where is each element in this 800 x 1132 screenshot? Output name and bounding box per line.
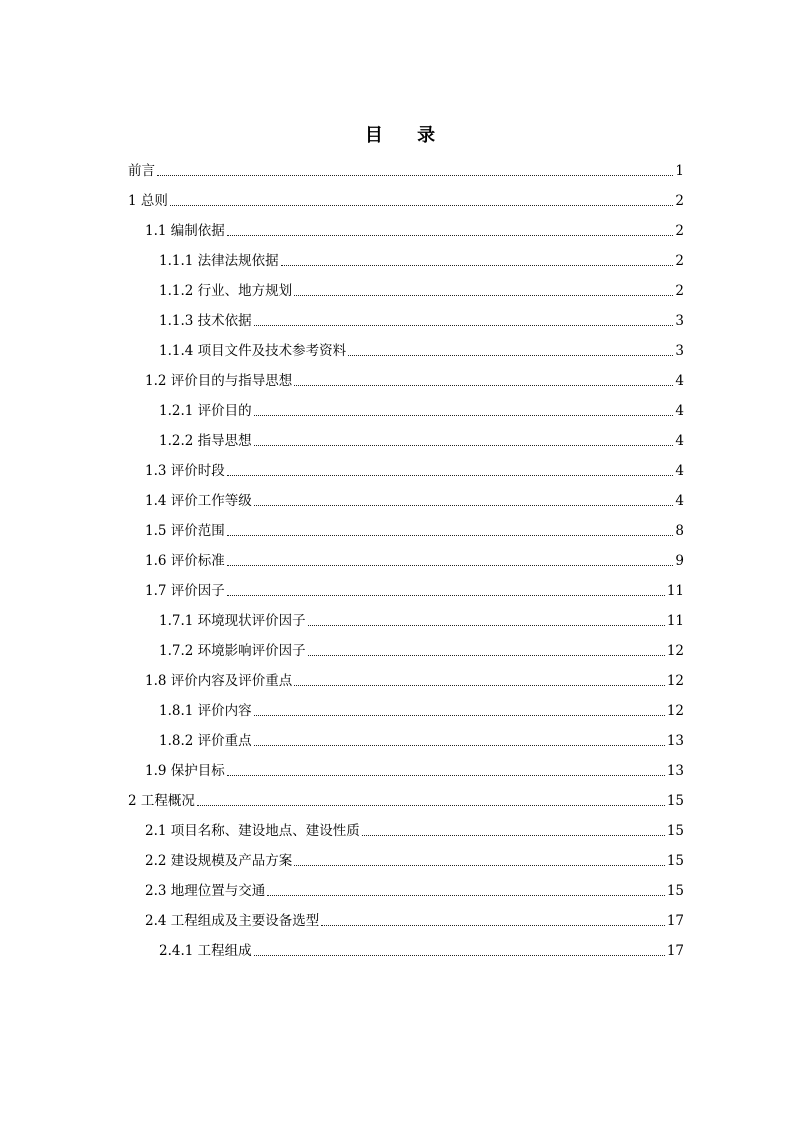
toc-dot-leader <box>227 235 674 236</box>
toc-entry[interactable] <box>128 273 684 303</box>
toc-dot-leader <box>348 355 673 356</box>
toc-entry-page-number: 3 <box>675 343 684 359</box>
toc-entry[interactable] <box>128 723 684 753</box>
toc-entry-title: 1.6 评价标准 <box>145 553 225 569</box>
toc-dot-leader <box>227 565 674 566</box>
toc-dot-leader <box>254 325 674 326</box>
toc-entry[interactable] <box>128 843 684 873</box>
toc-dot-leader <box>254 955 665 956</box>
toc-entry[interactable] <box>128 423 684 453</box>
toc-entry-title: 前言 <box>128 163 155 179</box>
toc-entry-page-number: 4 <box>675 433 684 449</box>
toc-entry[interactable] <box>128 693 684 723</box>
toc-dot-leader <box>227 475 674 476</box>
toc-dot-leader <box>254 745 665 746</box>
toc-dot-leader <box>294 385 673 386</box>
toc-entry[interactable] <box>128 513 684 543</box>
toc-entry-page-number: 15 <box>666 823 684 839</box>
toc-entry-title: 1.7 评价因子 <box>145 583 225 599</box>
toc-entry-page-number: 2 <box>675 193 684 209</box>
toc-entry-title: 1.8 评价内容及评价重点 <box>145 673 293 689</box>
toc-dot-leader <box>294 685 665 686</box>
toc-dot-leader <box>254 505 674 506</box>
toc-entry-title: 1.8.2 评价重点 <box>159 733 252 749</box>
toc-dot-leader <box>254 715 665 716</box>
toc-entry-page-number: 15 <box>666 853 684 869</box>
toc-entry-page-number: 17 <box>666 913 684 929</box>
toc-entry[interactable] <box>128 213 684 243</box>
toc-entry[interactable] <box>128 813 684 843</box>
toc-entry-page-number: 9 <box>675 553 684 569</box>
toc-entry-title: 1.2.2 指导思想 <box>159 433 252 449</box>
toc-entry-page-number: 11 <box>666 583 684 599</box>
toc-entry-title: 1.1.4 项目文件及技术参考资料 <box>159 343 347 359</box>
toc-entry[interactable] <box>128 783 684 813</box>
toc-entry-title: 1 总则 <box>128 193 168 209</box>
toc-entry-title: 1.4 评价工作等级 <box>145 493 252 509</box>
toc-entry-title: 1.1 编制依据 <box>145 223 225 239</box>
toc-entry[interactable] <box>128 573 684 603</box>
toc-entry[interactable] <box>128 603 684 633</box>
toc-entry-page-number: 2 <box>675 253 684 269</box>
toc-entry-page-number: 4 <box>675 493 684 509</box>
toc-dot-leader <box>362 835 665 836</box>
toc-entry-title: 2.4.1 工程组成 <box>159 943 252 959</box>
toc-dot-leader <box>170 205 674 206</box>
toc-dot-leader <box>308 625 665 626</box>
toc-entry[interactable] <box>128 933 684 963</box>
toc-entry-page-number: 2 <box>675 223 684 239</box>
toc-dot-leader <box>294 865 665 866</box>
toc-entry-title: 2.3 地理位置与交通 <box>145 883 266 899</box>
toc-entry-title: 2.1 项目名称、建设地点、建设性质 <box>145 823 360 839</box>
toc-entry-page-number: 12 <box>666 643 684 659</box>
toc-title: 目 录 <box>364 125 450 146</box>
toc-entry-title: 1.5 评价范围 <box>145 523 225 539</box>
toc-dot-leader <box>157 175 673 176</box>
toc-entry-title: 1.2 评价目的与指导思想 <box>145 373 293 389</box>
toc-entry-title: 2 工程概况 <box>128 793 195 809</box>
toc-entry[interactable] <box>128 363 684 393</box>
toc-entry-page-number: 8 <box>675 523 684 539</box>
toc-entry-title: 1.7.1 环境现状评价因子 <box>159 613 306 629</box>
toc-entry-page-number: 1 <box>675 163 684 179</box>
toc-dot-leader <box>227 595 665 596</box>
toc-entry-page-number: 12 <box>666 703 684 719</box>
toc-dot-leader <box>294 295 673 296</box>
toc-entry[interactable] <box>128 243 684 273</box>
toc-dot-leader <box>281 265 674 266</box>
toc-entry[interactable] <box>128 153 684 183</box>
toc-entry[interactable] <box>128 453 684 483</box>
toc-entry-title: 1.1.1 法律法规依据 <box>159 253 279 269</box>
toc-entry[interactable] <box>128 333 684 363</box>
toc-entry[interactable] <box>128 393 684 423</box>
toc-entry-title: 1.3 评价时段 <box>145 463 225 479</box>
toc-entry-page-number: 13 <box>666 733 684 749</box>
toc-entry-title: 1.2.1 评价目的 <box>159 403 252 419</box>
toc-entry[interactable] <box>128 303 684 333</box>
toc-entry-page-number: 17 <box>666 943 684 959</box>
toc-entry-title: 1.8.1 评价内容 <box>159 703 252 719</box>
toc-entry-page-number: 2 <box>675 283 684 299</box>
toc-entry-page-number: 11 <box>666 613 684 629</box>
toc-entry-page-number: 4 <box>675 403 684 419</box>
toc-dot-leader <box>254 415 674 416</box>
toc-dot-leader <box>321 925 665 926</box>
toc-dot-leader <box>227 775 665 776</box>
toc-dot-leader <box>267 895 665 896</box>
toc-entry-title: 1.1.2 行业、地方规划 <box>159 283 293 299</box>
toc-entry[interactable] <box>128 903 684 933</box>
toc-entry-page-number: 12 <box>666 673 684 689</box>
toc-entry[interactable] <box>128 753 684 783</box>
toc-dot-leader <box>227 535 674 536</box>
toc-entry-page-number: 15 <box>666 883 684 899</box>
toc-entry[interactable] <box>128 663 684 693</box>
toc-entry-page-number: 3 <box>675 313 684 329</box>
toc-entry-title: 2.2 建设规模及产品方案 <box>145 853 293 869</box>
toc-entry-title: 1.1.3 技术依据 <box>159 313 252 329</box>
toc-entry[interactable] <box>128 183 684 213</box>
toc-dot-leader <box>197 805 665 806</box>
toc-entry[interactable] <box>128 873 684 903</box>
toc-entry[interactable] <box>128 483 684 513</box>
table-of-contents <box>128 153 684 963</box>
toc-entry-page-number: 15 <box>666 793 684 809</box>
toc-entry-page-number: 13 <box>666 763 684 779</box>
toc-dot-leader <box>308 655 665 656</box>
toc-entry-title: 2.4 工程组成及主要设备选型 <box>145 913 320 929</box>
toc-entry-title: 1.7.2 环境影响评价因子 <box>159 643 306 659</box>
toc-entry[interactable] <box>128 543 684 573</box>
toc-entry-page-number: 4 <box>675 463 684 479</box>
toc-dot-leader <box>254 445 674 446</box>
toc-entry-title: 1.9 保护目标 <box>145 763 225 779</box>
toc-entry-page-number: 4 <box>675 373 684 389</box>
toc-entry[interactable] <box>128 633 684 663</box>
